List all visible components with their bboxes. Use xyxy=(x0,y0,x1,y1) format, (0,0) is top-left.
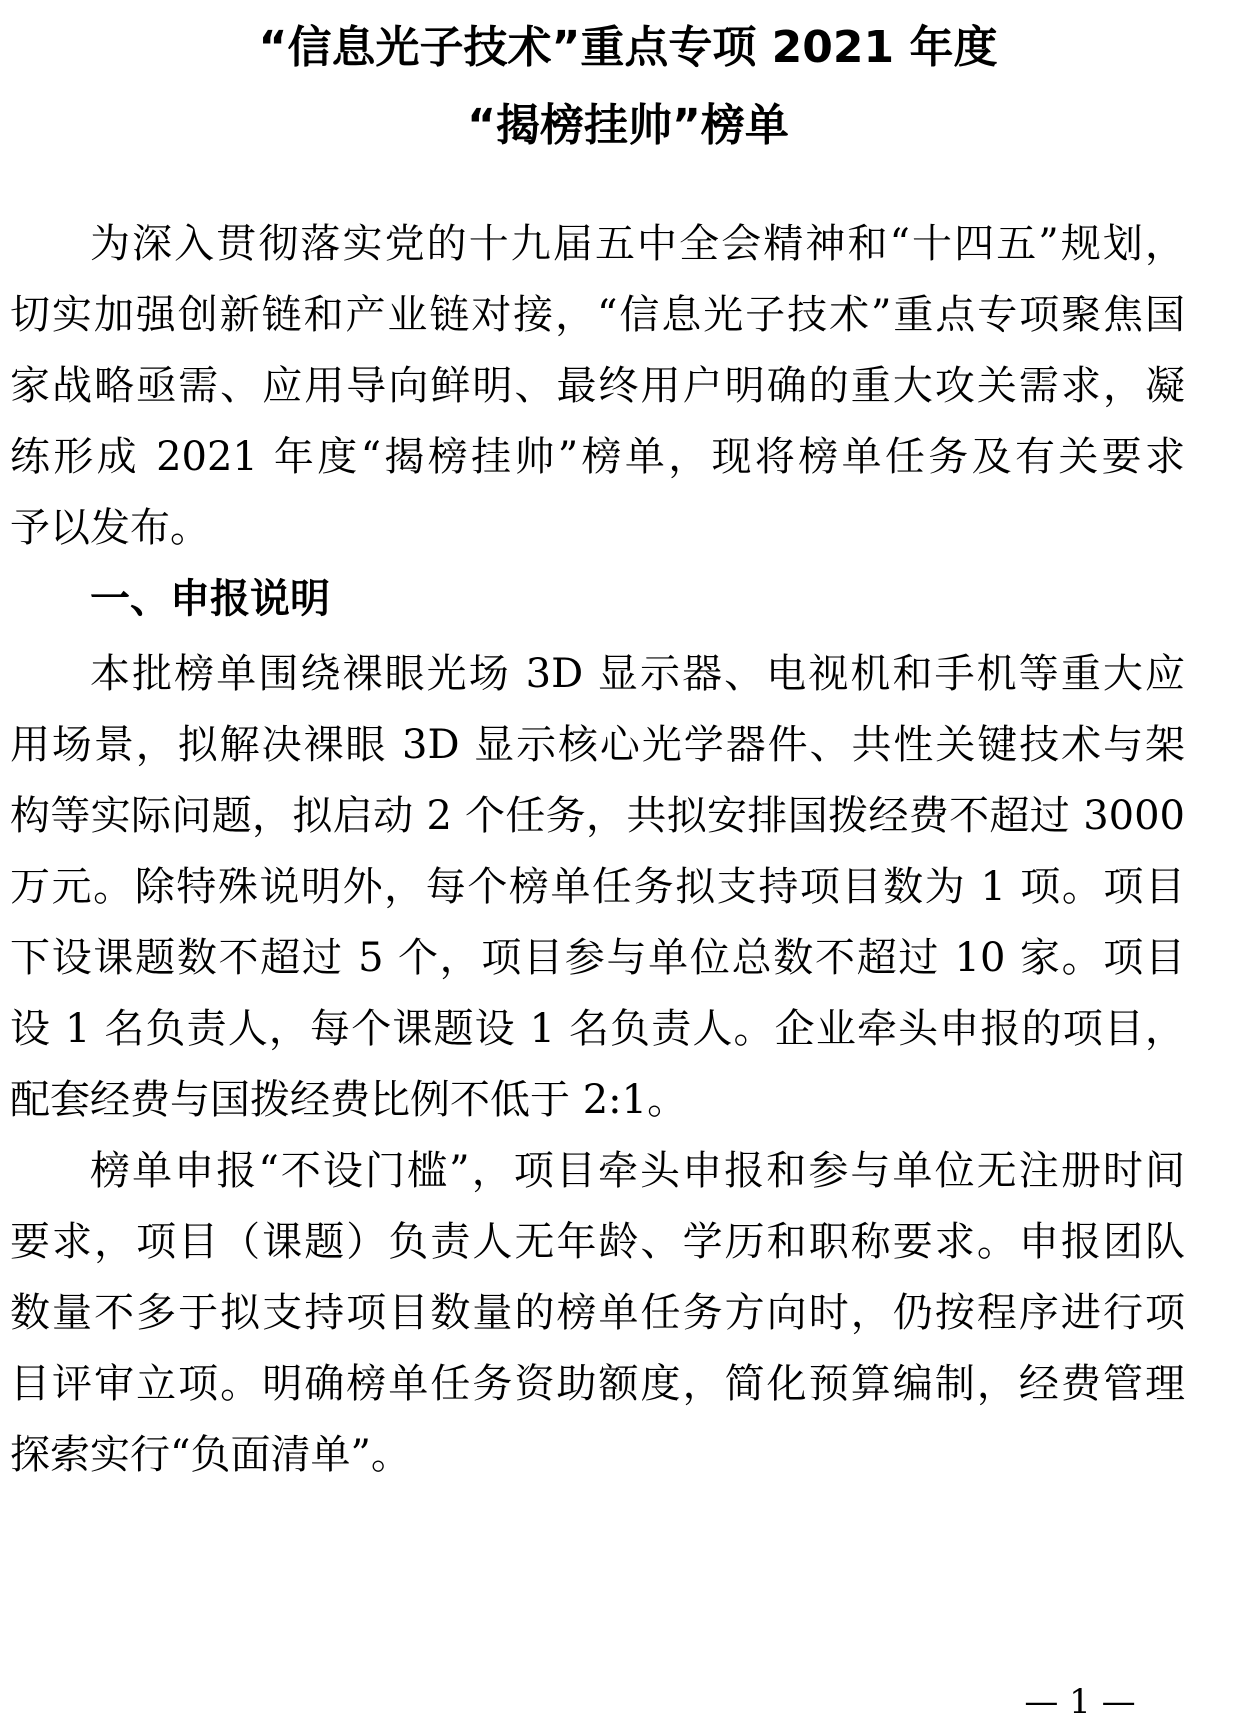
intro-line: 予以发布。 xyxy=(10,505,210,551)
intro-line: 练形成 2021 年度“揭榜挂帅”榜单，现将榜单任务及有关要求 xyxy=(10,434,1185,480)
paragraph-line: 万元。除特殊说明外，每个榜单任务拟支持项目数为 1 项。项目 xyxy=(10,864,1185,910)
document-title-line-2: “揭榜挂帅”榜单 xyxy=(467,100,789,151)
paragraph-line: 目评审立项。明确榜单任务资助额度，简化预算编制，经费管理 xyxy=(10,1361,1185,1407)
paragraph-line: 要求，项目（课题）负责人无年龄、学历和职称要求。申报团队 xyxy=(10,1219,1185,1265)
paragraph-line: 数量不多于拟支持项目数量的榜单任务方向时，仍按程序进行项 xyxy=(10,1290,1185,1336)
page-number: — 1 — xyxy=(1024,1682,1136,1722)
intro-line: 家战略亟需、应用导向鲜明、最终用户明确的重大攻关需求，凝 xyxy=(10,363,1185,409)
paragraph-line: 下设课题数不超过 5 个，项目参与单位总数不超过 10 家。项目 xyxy=(10,935,1185,981)
paragraph-line: 榜单申报“不设门槛”，项目牵头申报和参与单位无注册时间 xyxy=(90,1148,1185,1194)
paragraph-line: 构等实际问题，拟启动 2 个任务，共拟安排国拨经费不超过 3000 xyxy=(10,793,1185,839)
section-heading: 一、申报说明 xyxy=(90,576,330,622)
paragraph-line: 用场景，拟解决裸眼 3D 显示核心光学器件、共性关键技术与架 xyxy=(10,722,1185,768)
paragraph-line: 探索实行“负面清单”。 xyxy=(10,1432,411,1478)
document-title-line-1: “信息光子技术”重点专项 2021 年度 xyxy=(258,22,998,73)
paragraph-line: 配套经费与国拨经费比例不低于 2:1。 xyxy=(10,1077,688,1123)
paragraph-line: 设 1 名负责人，每个课题设 1 名负责人。企业牵头申报的项目， xyxy=(10,1006,1185,1052)
intro-line: 切实加强创新链和产业链对接，“信息光子技术”重点专项聚焦国 xyxy=(10,292,1185,338)
intro-line: 为深入贯彻落实党的十九届五中全会精神和“十四五”规划， xyxy=(90,221,1185,267)
paragraph-line: 本批榜单围绕裸眼光场 3D 显示器、电视机和手机等重大应 xyxy=(90,651,1185,697)
